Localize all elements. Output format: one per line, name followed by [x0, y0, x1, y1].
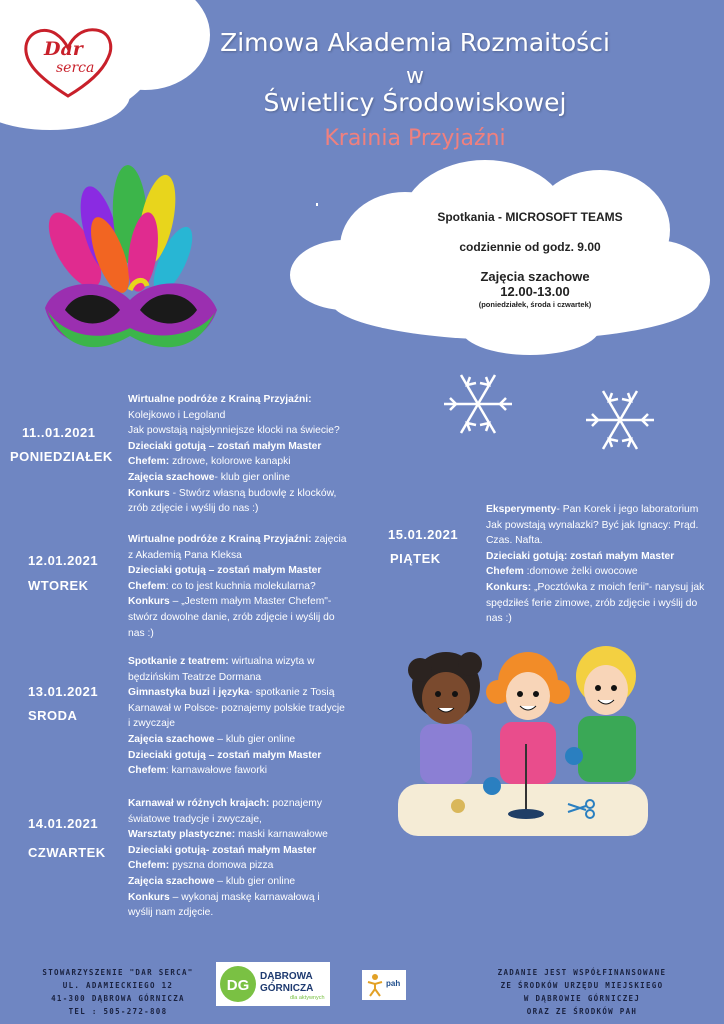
figure-icon: [366, 973, 384, 997]
dot-mark: [316, 203, 318, 206]
title-line-3: Świetlicy Środowiskowej: [263, 88, 567, 117]
schedule-thursday: Karnawał w różnych krajach: poznajemy światowe tradycje i zwyczaje, Warsztaty plastyczne: maski karnawałowe Dzieciaki gotują- zostań małym Master Chefem: pyszna domowa pizza Zajęcia szachowe – klub gier online Konkurs – wykonaj maskę karnawałową i wyślij nam zdjęcie.: [128, 798, 328, 919]
dabrowa-gornicza-logo[interactable]: [216, 962, 330, 1006]
snowflake-icon: [582, 382, 658, 458]
logo-text-serca: serca: [56, 60, 95, 76]
mask-icon: [45, 280, 217, 347]
title-line-2: w: [406, 64, 424, 89]
date-thursday: 14.01.2021: [28, 816, 99, 831]
date-friday: 15.01.2021: [388, 527, 459, 542]
sponsor-tag: dla aktywnych: [290, 995, 325, 1001]
footer-funding: ZADANIE JEST WSPÓŁFINANSOWANE ZE ŚRODKÓW URZĘDU MIEJSKIEGO W DĄBROWIE GÓRNICZEJ ORAZ ZE ŚRODKÓW PAH: [497, 968, 667, 1016]
date-wednesday: 13.01.2021: [28, 684, 99, 699]
pah-text: pah: [386, 979, 401, 988]
schedule-tuesday: Wirtualne podróże z Krainą Przyjaźni: zajęcia z Akademią Pana Kleksa Dzieciaki gotują – zostań małym Master Chefem: co to jest kuchnia molekularna? Konkurs – „Jestem małym Master Chefem"- stwórz dowolne danie, zrób zdjęcie i wyślij do nas :): [128, 534, 347, 639]
title-line-4: Krainia Przyjaźni: [324, 126, 506, 151]
schedule-monday: Wirtualne podróże z Krainą Przyjaźni: Kolejkowo i Legoland Jak powstają najsłynniejsze klocki na świecie? Dzieciaki gotują – zostań małym Master Chefem: zdrowe, kolorowe kanapki Zajęcia szachowe- klub gier online Konkurs - Stwórz własną budowlę z klocków, zrób zdjęcie i wyślij do nas :): [128, 394, 340, 515]
daily-info: codziennie od godz. 9.00: [459, 240, 601, 254]
date-monday: 11..01.2021: [22, 425, 96, 440]
schedule-friday: Eksperymenty- Pan Korek i jego laboratorium Jak powstają wynalazki? Być jak Ignacy: Prąd. Czas. Nafta. Dzieciaki gotują: zostań małym Master Chefem :domowe żelki owocowe Konkurs: „Pocztówka z moich ferii"- narysuj jak spędziłeś ferie zimowe, zrób zdjęcie i wyślij do nas :): [486, 504, 705, 625]
svg-text:DG: DG: [226, 977, 250, 994]
sponsor-line-2: GÓRNICZA: [260, 983, 314, 994]
pah-logo[interactable]: [362, 970, 406, 1000]
chess-days: (poniedziałek, środa i czwartek): [478, 300, 592, 309]
feathers-icon: [38, 164, 200, 298]
logo-text-dar: Dar: [44, 38, 83, 60]
day-monday: PONIEDZIAŁEK: [10, 449, 113, 464]
sponsor-line-1: DĄBROWA: [260, 971, 313, 982]
meeting-info: Spotkania - MICROSOFT TEAMS: [437, 210, 623, 224]
title-line-1: Zimowa Akademia Rozmaitości: [220, 28, 610, 57]
day-wednesday: SRODA: [28, 708, 78, 723]
footer-address: STOWARZYSZENIE "DAR SERCA" UL. ADAMIECKIEGO 12 41-300 DĄBROWA GÓRNICZA TEL : 505-272-808: [42, 968, 194, 1016]
day-friday: PIĄTEK: [390, 551, 441, 566]
schedule-wednesday: Spotkanie z teatrem: wirtualna wizyta w będzińskim Teatrze Dormana Gimnastyka buzi i języka- spotkanie z Tosią Karnawał w Polsce- poznajemy polskie tradycje i zwyczaje Zajęcia szachowe – klub gier online Dzieciaki gotują – zostań małym Master Chefem: karnawałowe faworki: [128, 656, 345, 777]
date-tuesday: 12.01.2021: [28, 553, 99, 568]
day-thursday: CZWARTEK: [28, 845, 106, 860]
kids-illustration: [398, 636, 648, 836]
day-tuesday: WTOREK: [28, 578, 89, 593]
carnival-mask-illustration: [35, 160, 225, 370]
dar-serca-logo[interactable]: [18, 22, 118, 102]
snowflake-icon: [440, 366, 516, 442]
city-logo-icon: [218, 964, 258, 1004]
chess-time: 12.00-13.00: [500, 284, 570, 299]
chess-info: Zajęcia szachowe: [480, 269, 590, 284]
